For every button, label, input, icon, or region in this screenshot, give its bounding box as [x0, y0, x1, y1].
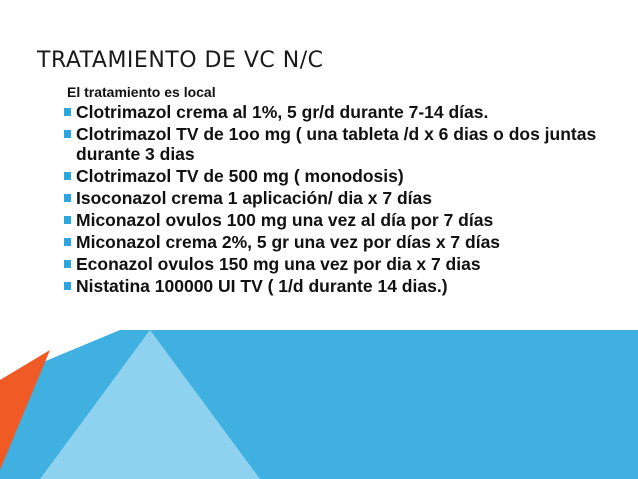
- list-item-text: Econazol ovulos 150 mg una vez por dia x 7 dias: [76, 254, 481, 274]
- list-item: [64, 210, 604, 230]
- list-item-text: Clotrimazol TV de 500 mg ( monodosis): [76, 166, 404, 186]
- square-bullet-icon: [64, 216, 71, 224]
- treatment-list: [64, 102, 604, 298]
- slide-subtitle: El tratamiento es local: [67, 84, 216, 100]
- square-bullet-icon: [64, 108, 71, 116]
- list-item: [64, 102, 604, 122]
- list-item-text: Clotrimazol TV de 1oo mg ( una tableta /d x 6 dias o dos juntas durante 3 dias: [76, 124, 597, 164]
- square-bullet-icon: [64, 172, 71, 180]
- square-bullet-icon: [64, 282, 71, 290]
- list-item-text: Miconazol ovulos 100 mg una vez al día por 7 días: [76, 210, 494, 230]
- list-item: [64, 254, 604, 274]
- square-bullet-icon: [64, 238, 71, 246]
- list-item-text: Isoconazol crema 1 aplicación/ dia x 7 días: [76, 188, 432, 208]
- list-item-text: Miconazol crema 2%, 5 gr una vez por días x 7 días: [76, 232, 501, 252]
- square-bullet-icon: [64, 130, 71, 138]
- square-bullet-icon: [64, 260, 71, 268]
- list-item: [64, 124, 604, 164]
- list-item: [64, 166, 604, 186]
- slide-title: TRATAMIENTO DE VC N/C: [37, 48, 324, 73]
- list-item-text: Nistatina 100000 UI TV ( 1/d durante 14 dias.): [76, 276, 448, 296]
- list-item: [64, 188, 604, 208]
- square-bullet-icon: [64, 194, 71, 202]
- list-item-text: Clotrimazol crema al 1%, 5 gr/d durante 7-14 días.: [76, 102, 489, 122]
- list-item: [64, 232, 604, 252]
- list-item: [64, 276, 604, 296]
